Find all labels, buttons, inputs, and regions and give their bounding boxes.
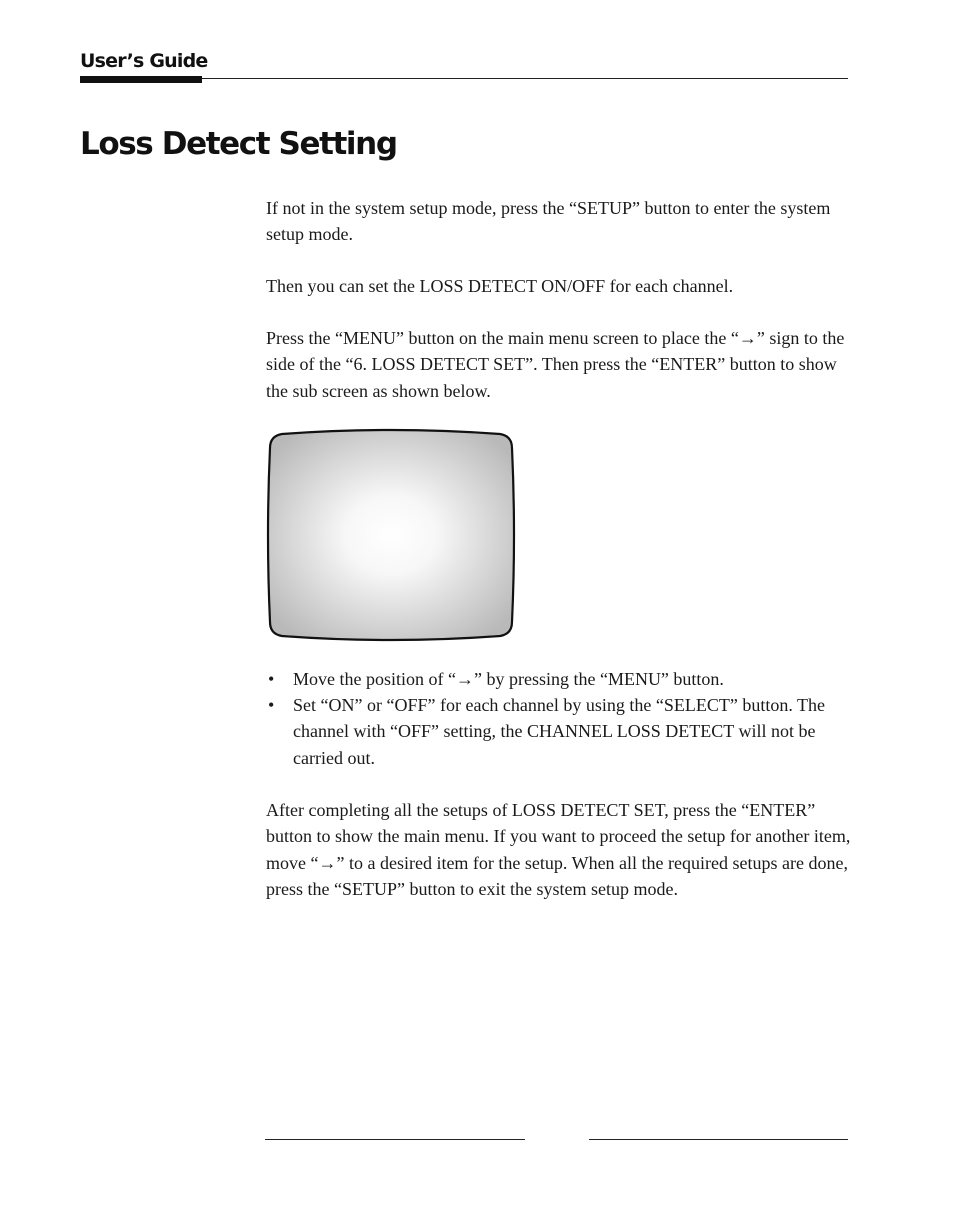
list-item-text: Move the position of “→” by pressing the “MENU” button.: [293, 669, 724, 689]
intro-paragraph: If not in the system setup mode, press the “SETUP” button to enter the system setup mode.: [266, 198, 831, 245]
monitor-screen-shape: [268, 430, 514, 640]
footer-rule-right: [589, 1139, 848, 1140]
bullet-marker: •: [268, 695, 275, 716]
running-header: User’s Guide: [80, 50, 208, 72]
list-item: [266, 666, 851, 692]
list-item: [266, 692, 851, 771]
header-rule-accent: [80, 76, 202, 83]
instruction-list: [266, 666, 851, 771]
page-title: Loss Detect Setting: [80, 126, 397, 162]
loss-detect-paragraph: Then you can set the LOSS DETECT ON/OFF for each channel.: [266, 276, 734, 296]
footer-rule-left: [265, 1139, 525, 1140]
monitor-screen-illustration: [266, 428, 516, 642]
menu-instruction-paragraph: Press the “MENU” button on the main menu screen to place the “→” sign to the side of the “6. LOSS DETECT SET”. Then press the “ENTER” button to show the sub screen as shown below.: [266, 328, 845, 401]
list-item-text: Set “ON” or “OFF” for each channel by using the “SELECT” button. The channel with “OFF” setting, the CHANNEL LOSS DETECT will not be carried out.: [293, 695, 826, 768]
bullet-marker: •: [268, 669, 275, 689]
completion-paragraph: After completing all the setups of LOSS DETECT SET, press the “ENTER” button to show the main menu. If you want to proceed the setup for another item, move “→” to a desired item for the setup. When all the required setups are done, press the “SETUP” button to exit the system setup mode.: [266, 800, 851, 900]
